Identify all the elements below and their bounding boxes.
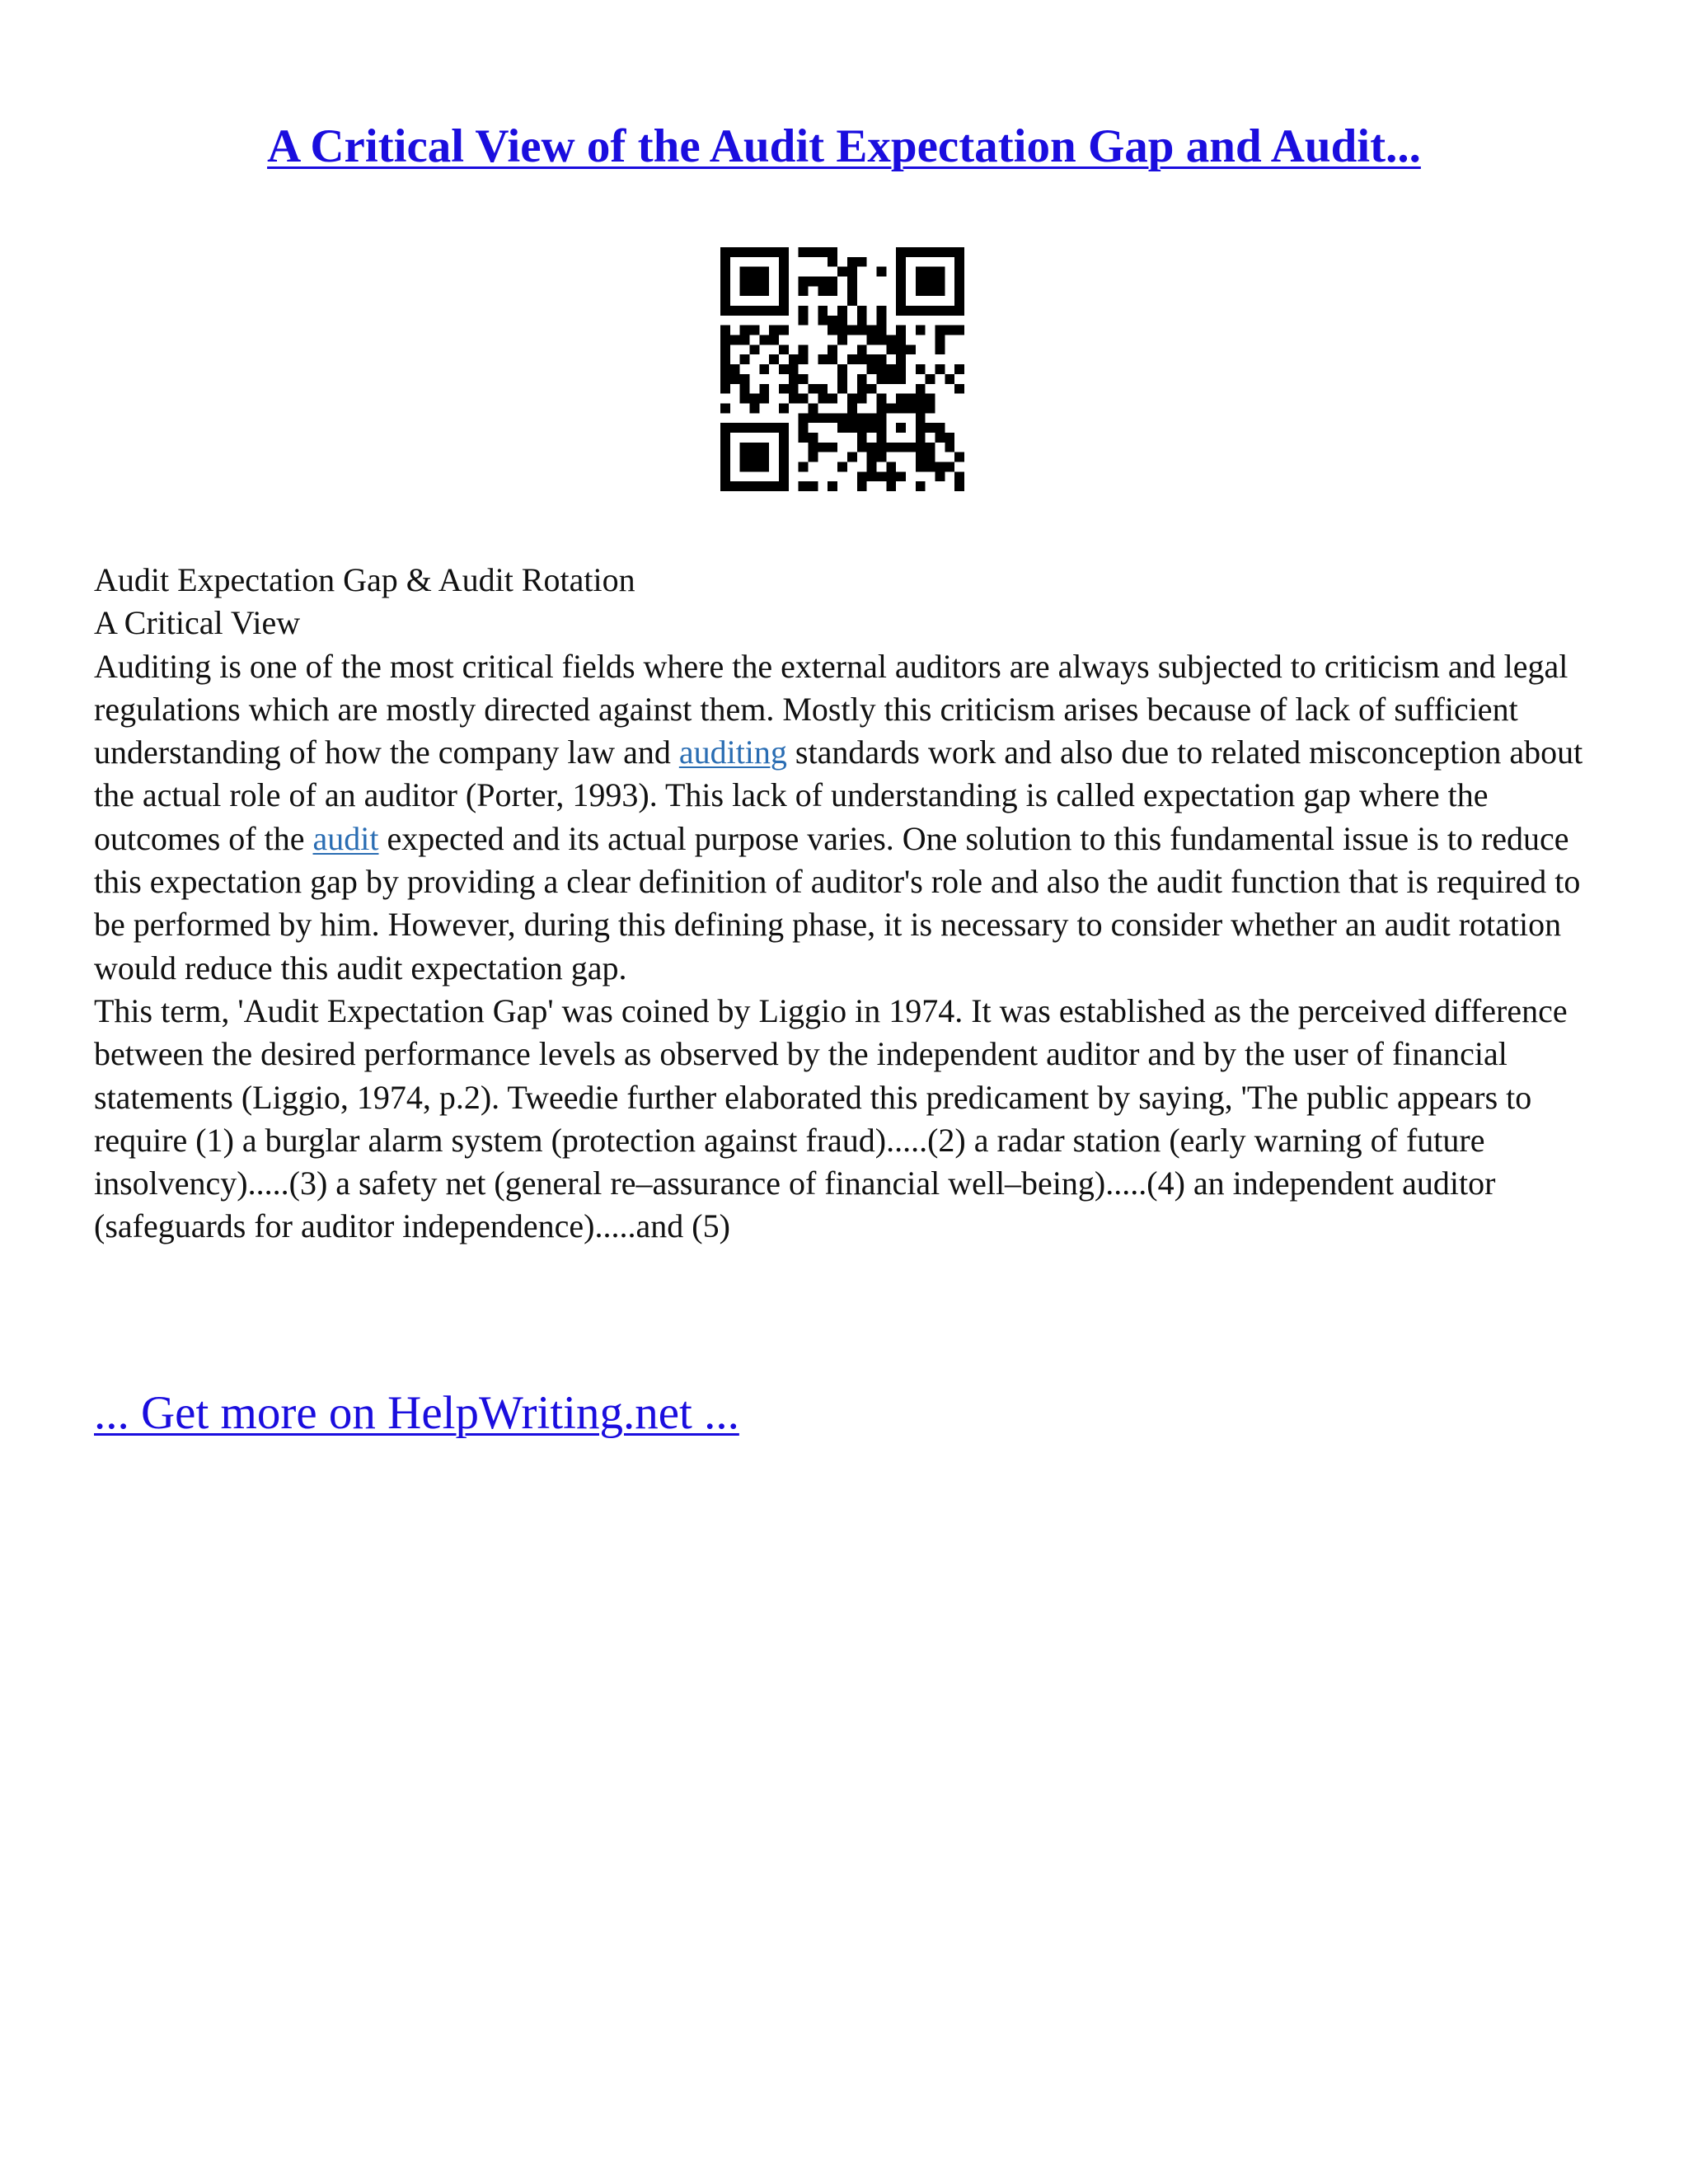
document-title	[0, 114, 1688, 180]
title-link[interactable]: A Critical View of the Audit Expectation Gap and Audit...	[267, 120, 1421, 172]
get-more-link[interactable]: ... Get more on HelpWriting.net ...	[94, 1387, 739, 1439]
body-heading: Audit Expectation Gap & Audit Rotation	[94, 561, 635, 598]
paragraph-1-text-c: expected and its actual purpose varies. One solution to this fundamental issue is to reduce this expectation gap by providing a clear definition of auditor's role and also the audit function that is required to be performed by him. However, during this defining phase, it is necessary to consider whether an audit rotation would reduce this audit expectation gap.	[94, 819, 1581, 987]
body-paragraph-1	[94, 645, 1602, 990]
body-subheading: A Critical View	[94, 604, 301, 642]
auditing-link[interactable]: auditing	[678, 733, 787, 771]
qr-code-icon	[720, 247, 964, 491]
body-paragraph-2: This term, 'Audit Expectation Gap' was coined by Liggio in 1974. It was established as the perceived difference between the desired performance levels as observed by the independent auditor and by the user of financial statements (Liggio, 1974, p.2). Tweedie further elaborated this predicament by saying, 'The public appears to require (1) a burglar alarm system (protection against fraud).....(2) a radar station (early warning of future insolvency).....(3) a safety net (general re–assurance of financial well–being).....(4) an independent auditor (safeguards for auditor independence).....and (5)	[94, 991, 1568, 1245]
audit-link[interactable]: audit	[312, 819, 379, 857]
document-body	[94, 559, 1602, 1249]
more-link-container	[94, 1385, 739, 1442]
paragraph-1-text-b: standards work and also due to related misconception about the actual role of an auditor (Porter, 1993). This lack of understanding is called expectation gap where the outcomes of the	[94, 733, 1583, 857]
paragraph-1-text-a: Auditing is one of the most critical fields where the external auditors are always subjected to criticism and legal regulations which are mostly directed against them. Mostly this criticism arises because of lack of sufficient understanding of how the company law and	[94, 647, 1568, 771]
